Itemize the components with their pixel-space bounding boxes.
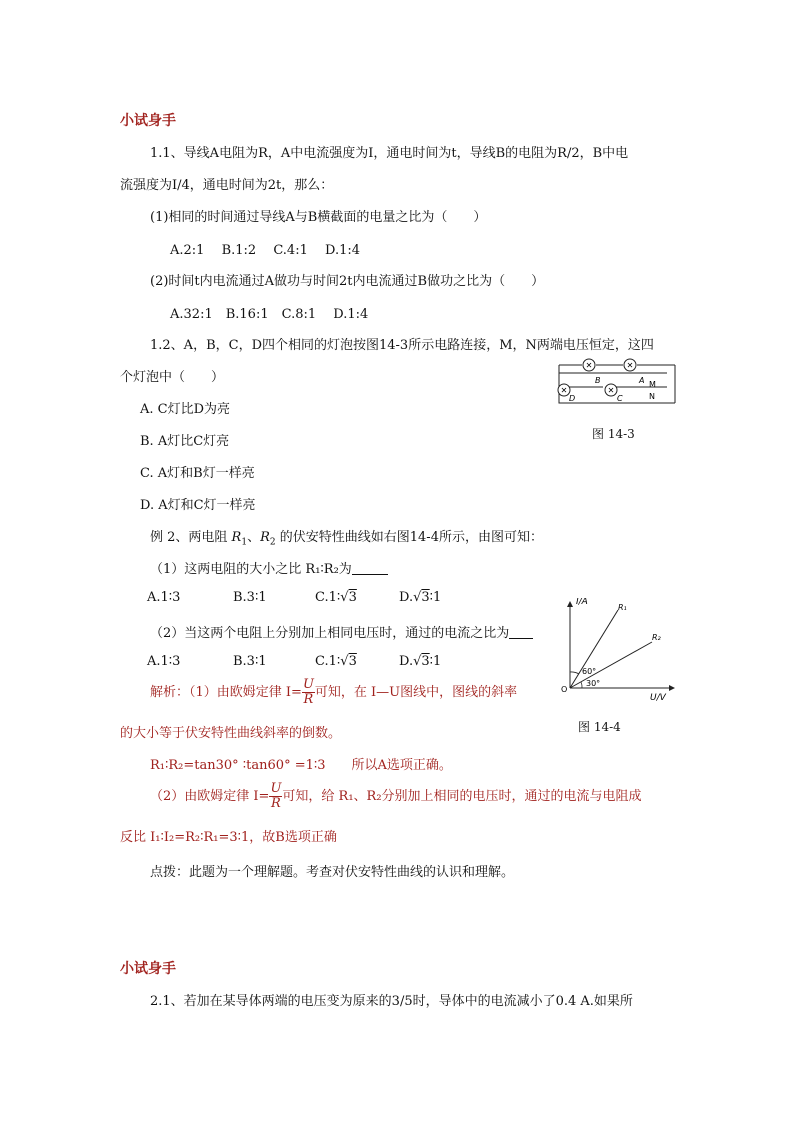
- analysis-line3: [150, 780, 642, 814]
- iv-graph: [560, 598, 680, 706]
- example2-sub2: [150, 622, 533, 641]
- example2-r2: R: [260, 530, 270, 545]
- analysis-line2: 的大小等于伏安特性曲线斜率的倒数。: [120, 726, 342, 741]
- option-d-2-post: ∶1: [429, 654, 442, 669]
- angle-60-label: 60°: [582, 667, 597, 676]
- q2-option-b: B. A灯比C灯亮: [140, 434, 230, 449]
- fig-14-4-caption: 图 14-4: [578, 720, 621, 734]
- fraction-numerator-2: U: [270, 781, 282, 796]
- x-axis-label: U/V: [650, 693, 666, 703]
- section-heading-1: 小试身手: [120, 113, 176, 129]
- example2-intro: [150, 526, 543, 548]
- example2-sep: 、: [247, 530, 261, 545]
- analysis-line1: [150, 676, 517, 710]
- label-b: B: [595, 376, 601, 385]
- analysis-line1-pre: 解析：（1）由欧姆定律 I=: [150, 685, 302, 700]
- example2-intro-suffix: 的伏安特性曲线如右图14-4所示，由图可知：: [275, 530, 543, 545]
- example2-r1-sub: 1: [241, 537, 248, 548]
- ohm-fraction-1: [302, 678, 315, 707]
- fraction-denominator-2: R: [271, 796, 281, 811]
- y-axis-label: I/A: [576, 598, 588, 607]
- line-r2: [570, 642, 652, 688]
- option-d-2: D.√3∶1: [399, 654, 442, 669]
- example2-sub2-text: （2）当这两个电阻上分别加上相同电压时，通过的电流之比为: [150, 626, 510, 641]
- q1-sub2: (2)时间t内电流通过A做功与时间2t内电流通过B做功之比为（ ）: [150, 274, 545, 289]
- option-c-2: C.1∶√3: [315, 654, 357, 669]
- analysis-line3-post: 可知，给 R₁、R₂分别加上相同的电压时，通过的电流与电阻成: [282, 789, 642, 804]
- circuit-diagram: [555, 353, 685, 411]
- svg-text:✕: ✕: [626, 361, 634, 370]
- option-c-2-pre: C.1∶: [315, 654, 341, 669]
- q1-sub2-options: A.32:1 B.16:1 C.8:1 D.1:4: [170, 307, 369, 322]
- example2-intro-prefix: 例 2、两电阻: [150, 530, 232, 545]
- lamp-c: [605, 384, 617, 396]
- section-heading-2: 小试身手: [120, 961, 176, 977]
- svg-text:✕: ✕: [560, 386, 568, 395]
- q1-sub1: (1)相同的时间通过导线A与B横截面的电量之比为（ ）: [150, 210, 487, 225]
- answer-blank-1: [352, 562, 388, 575]
- option-a-2: A.1∶3: [147, 654, 181, 669]
- option-d-1-post: ∶1: [429, 590, 442, 605]
- option-d-2-pre: D.: [399, 654, 414, 669]
- angle-30-label: 30°: [586, 679, 601, 688]
- option-a-1: A.1∶3: [147, 590, 181, 605]
- q2-option-c: C. A灯和B灯一样亮: [140, 466, 255, 481]
- label-n: N: [649, 392, 655, 401]
- label-d: D: [569, 394, 576, 403]
- option-d-1: D.√3∶1: [399, 590, 442, 605]
- analysis-line1-post: 可知，在 I—U图线中，图线的斜率: [314, 685, 518, 700]
- svg-text:✕: ✕: [585, 361, 593, 370]
- fig-14-3-caption: 图 14-3: [592, 427, 635, 441]
- analysis-line3-pre: （2）由欧姆定律 I=: [150, 789, 270, 804]
- q2-line1: 1.2、A，B，C，D四个相同的灯泡按图14-3所示电路连接，M，N两端电压恒定，这四: [150, 338, 654, 353]
- q1-line2: 流强度为I/4，通电时间为2t，那么：: [120, 178, 334, 193]
- tip-text: 点拨：此题为一个理解题。考查对伏安特性曲线的认识和理解。: [150, 865, 515, 880]
- analysis-ratio: R₁∶R₂=tan30° ∶tan60° =1∶3 所以A选项正确。: [150, 758, 452, 773]
- answer-blank-2: [509, 626, 533, 639]
- label-c: C: [617, 394, 623, 403]
- q1-line1: 1.1、导线A电阻为R，A中电流强度为I，通电时间为t，导线B的电阻为R/2，B中电: [150, 146, 629, 161]
- lamp-b: [583, 359, 595, 371]
- example2-r1: R: [231, 530, 242, 545]
- ohm-fraction-2: [269, 782, 282, 811]
- example2-r2-sub: 2: [269, 537, 276, 548]
- q2-line2: 个灯泡中（ ）: [120, 370, 225, 385]
- analysis-line4: 反比 I₁∶I₂=R₂∶R₁=3∶1，故B选项正确: [120, 830, 337, 845]
- q21-line1: 2.1、若加在某导体两端的电压变为原来的3/5时，导体中的电流减小了0.4 A.如果所: [150, 994, 633, 1009]
- origin-label: O: [561, 685, 568, 694]
- option-d-2-sqrt: 3: [421, 654, 430, 669]
- svg-text:✕: ✕: [607, 386, 615, 395]
- lamp-a: [624, 359, 636, 371]
- label-a: A: [639, 376, 645, 385]
- option-d-1-pre: D.: [399, 590, 414, 605]
- q2-option-a: A. C灯比D为亮: [140, 402, 231, 417]
- example2-sub1-text: （1）这两电阻的大小之比 R₁∶R₂为: [150, 562, 352, 577]
- r2-label: R₂: [652, 633, 661, 642]
- option-c-1-pre: C.1∶: [315, 590, 341, 605]
- example2-sub1: [150, 558, 388, 577]
- q1-sub1-options: A.2:1 B.1:2 C.4:1 D.1:4: [170, 243, 360, 258]
- fraction-denominator-1: R: [303, 692, 314, 707]
- fraction-numerator-1: U: [302, 677, 314, 692]
- label-m: M: [649, 380, 656, 389]
- option-c-1: C.1∶√3: [315, 590, 357, 605]
- option-b-1: B.3∶1: [233, 590, 267, 605]
- r1-label: R₁: [618, 603, 627, 612]
- option-c-2-sqrt: 3: [348, 654, 357, 669]
- option-d-1-sqrt: 3: [421, 590, 430, 605]
- line-r1: [570, 610, 618, 688]
- q2-option-d: D. A灯和C灯一样亮: [140, 498, 256, 513]
- option-b-2: B.3∶1: [233, 654, 267, 669]
- option-c-1-sqrt: 3: [348, 590, 357, 605]
